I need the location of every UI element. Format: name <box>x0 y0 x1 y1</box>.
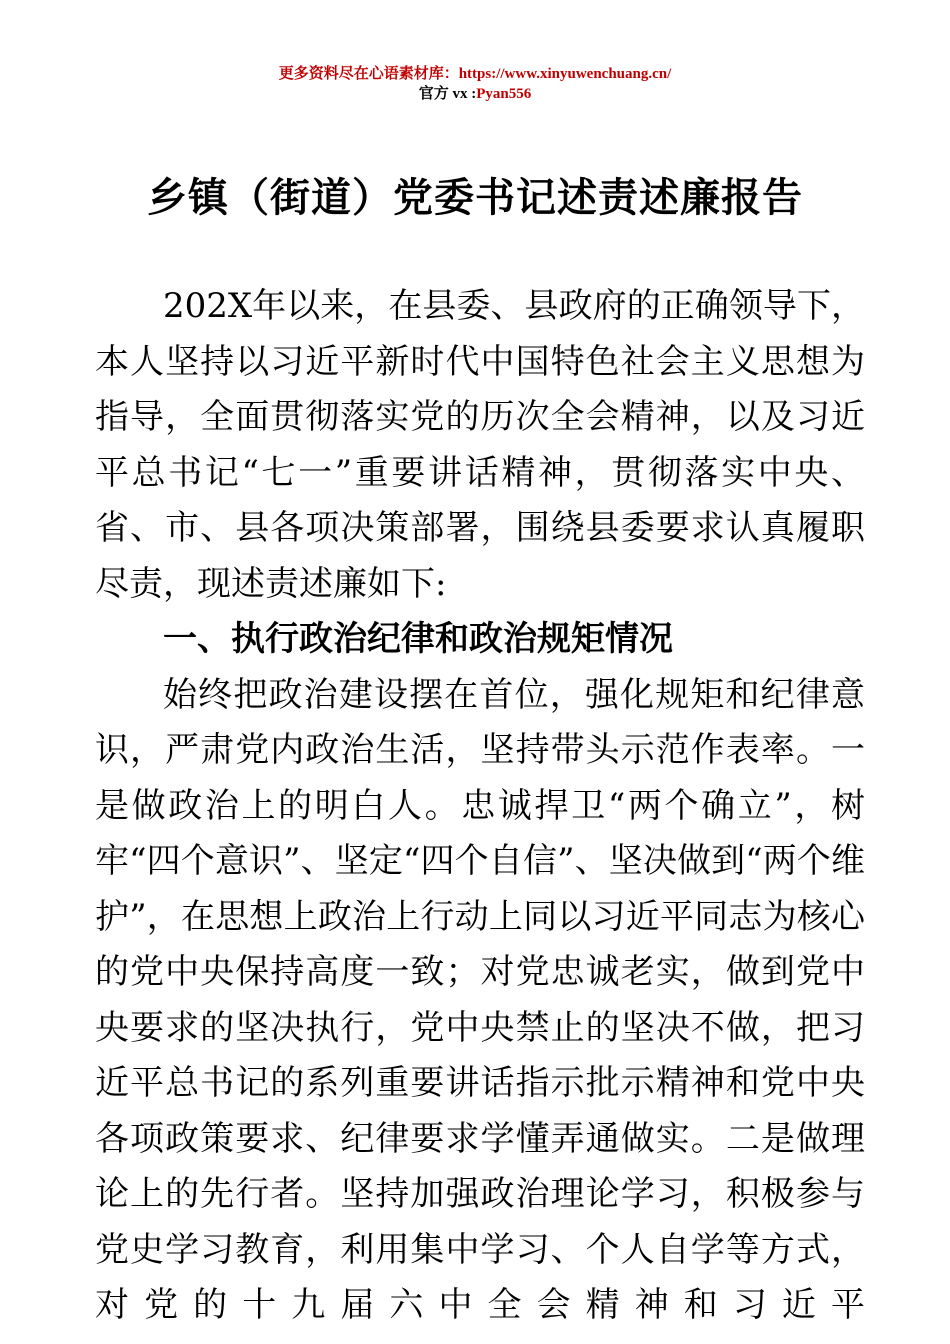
vx-line <box>0 84 950 104</box>
promo-line <box>0 64 950 84</box>
promo-link[interactable]: https://www.xinyuwenchuang.cn/ <box>458 66 672 82</box>
promo-text: 更多资料尽在心语素材库： <box>278 66 459 82</box>
section-paragraph: 始终把政治建设摆在首位，强化规矩和纪律意识，严肃党内政治生活，坚持带头示范作表率。一是做政治上的明白人。忠诚捍卫“两个确立”，树牢“四个意识”、坚定“四个自信”、坚决做到“两个维护”，在思想上政治上行动上同以习近平同志为核心的党中央保持高度一致；对党忠诚老实，做到党中央要求的坚决执行，党中央禁止的坚决不做，把习近平总书记的系列重要讲话指示批示精神和党中央各项政策要求、纪律要求学懂弄通做实。二是做理论上的先行者。坚持加强政治理论学习，积极参与党史学习教育，利用集中学习、个人自学等方式，对党的十九届六中全会精神和习近平 <box>95 674 865 1325</box>
intro-paragraph: 202X年以来，在县委、县政府的正确领导下，本人坚持以习近平新时代中国特色社会主义思想为指导，全面贯彻落实党的历次全会精神，以及习近平总书记“七一”重要讲话精神，贯彻落实中央、省、市、县各项决策部署，围绕县委要求认真履职尽责，现述责述廉如下: <box>95 286 865 604</box>
document-title: 乡镇（街道）党委书记述责述廉报告 <box>147 174 803 221</box>
page-header <box>0 64 950 104</box>
document-body <box>95 279 865 1334</box>
section-heading: 一、执行政治纪律和政治规矩情况 <box>163 619 673 659</box>
vx-id: Pyan556 <box>476 86 532 102</box>
vx-label: 官方 vx : <box>418 86 477 102</box>
